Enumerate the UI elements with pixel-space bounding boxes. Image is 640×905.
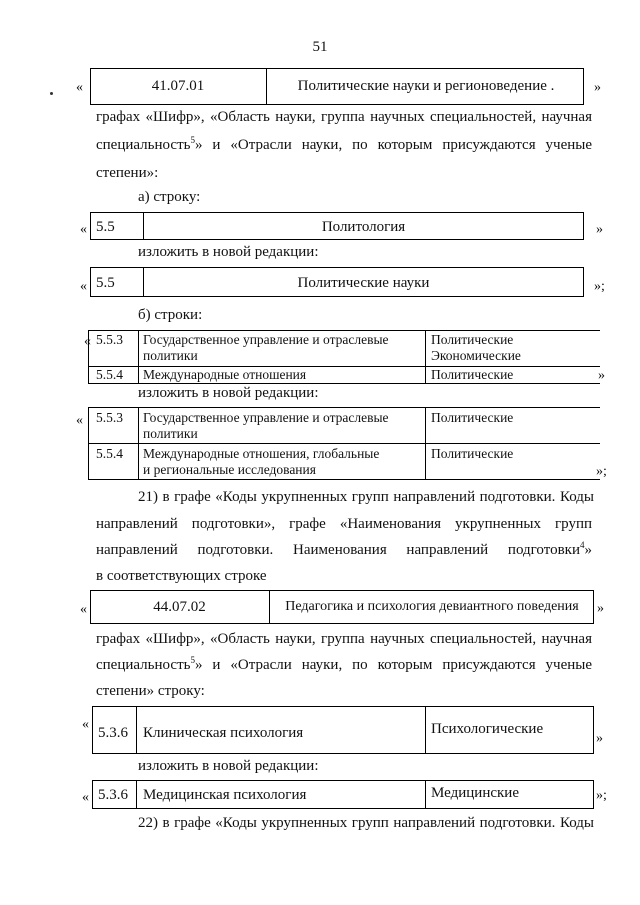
specialty-name: Медицинская психология — [143, 787, 307, 803]
column-divider — [266, 68, 267, 105]
program-name: Политические науки и регионоведение . — [297, 78, 555, 94]
paragraph-line: 21) в графе «Коды укрупненных групп направлений подготовки. Коды — [138, 489, 594, 505]
column-divider — [136, 706, 137, 754]
footnote-ref: 5 — [190, 135, 195, 145]
column-divider — [425, 780, 426, 809]
close-quote: »; — [594, 279, 605, 294]
science-branch: Экономические — [431, 348, 521, 363]
open-quote: « — [76, 80, 83, 95]
science-branch: Психологические — [431, 721, 544, 737]
paragraph-line: степени» строку: — [96, 683, 205, 699]
science-branch: Политические — [431, 410, 514, 425]
footnote-ref: 4 — [580, 540, 585, 550]
close-quote: »; — [596, 464, 607, 479]
redaction-label: изложить в новой редакции: — [138, 244, 319, 260]
specialty-name: Политология — [321, 219, 406, 235]
paragraph-text: » и «Отрасли науки, по которым присуждаются ученые — [194, 657, 592, 673]
paragraph-line: степени»: — [96, 165, 159, 181]
paragraph-line: графах «Шифр», «Область науки, группа научных специальностей, научная — [96, 631, 592, 647]
specialty-name: Политические науки — [297, 275, 430, 291]
open-quote: « — [80, 222, 87, 237]
specialty-code: 5.5 — [96, 219, 115, 235]
column-divider — [269, 590, 270, 624]
science-branch: Политические — [431, 367, 514, 382]
paragraph-line — [96, 135, 592, 153]
specialty-name: и региональные исследования — [143, 462, 316, 477]
paragraph-line: направлений подготовки», графе «Наименования укрупненных групп — [96, 516, 592, 532]
paragraph-text: специальность — [96, 657, 191, 673]
paragraph-text: » — [584, 542, 592, 558]
redaction-label: изложить в новой редакции: — [138, 385, 319, 401]
specialty-code: 5.3.6 — [98, 725, 128, 741]
program-name: Педагогика и психология девиантного поведения — [285, 599, 579, 614]
specialty-name: Международные отношения, глобальные — [143, 446, 380, 461]
column-divider — [138, 407, 139, 480]
specialty-code: 5.3.6 — [98, 787, 128, 803]
paragraph-line: в соответствующих строке — [96, 568, 267, 584]
specialty-name: Государственное управление и отраслевые — [143, 332, 389, 347]
specialty-code: 5.5 — [96, 275, 115, 291]
footnote-ref: 5 — [190, 655, 195, 665]
close-quote: » — [594, 80, 601, 95]
science-branch: Политические — [431, 446, 514, 461]
column-divider — [425, 706, 426, 754]
redaction-label: изложить в новой редакции: — [138, 758, 319, 774]
stray-mark — [50, 92, 53, 95]
close-quote: » — [596, 731, 603, 746]
close-quote: » — [598, 368, 605, 383]
science-branch: Политические — [431, 332, 514, 347]
paragraph-line — [96, 655, 592, 673]
specialty-name: политики — [143, 348, 198, 363]
column-divider — [136, 780, 137, 809]
program-code: 41.07.01 — [151, 78, 205, 94]
paragraph-line — [96, 540, 592, 558]
close-quote: »; — [596, 788, 607, 803]
subitem-b: б) строки: — [138, 307, 203, 323]
specialty-name: Клиническая психология — [143, 725, 304, 741]
specialty-code: 5.5.4 — [96, 367, 123, 382]
column-divider — [138, 330, 139, 384]
subitem-a: а) строку: — [138, 189, 201, 205]
paragraph-text: специальность — [96, 137, 191, 153]
open-quote: « — [82, 717, 89, 732]
paragraph-text: » и «Отрасли науки, по которым присуждаются ученые — [194, 137, 592, 153]
program-code: 44.07.02 — [153, 599, 206, 615]
page-number: 51 — [312, 39, 328, 55]
specialty-name: Международные отношения — [143, 367, 307, 382]
open-quote: « — [80, 279, 87, 294]
open-quote: « — [84, 334, 91, 349]
open-quote: « — [82, 790, 89, 805]
open-quote: « — [76, 413, 83, 428]
specialty-name: Государственное управление и отраслевые — [143, 410, 389, 425]
specialty-code: 5.5.3 — [96, 410, 123, 425]
column-divider — [425, 330, 426, 384]
specialty-code: 5.5.4 — [96, 446, 123, 461]
open-quote: « — [80, 602, 87, 617]
specialty-name: политики — [143, 426, 198, 441]
paragraph-text: направлений подготовки. Наименования направлений подготовки — [96, 542, 580, 558]
close-quote: » — [596, 222, 603, 237]
science-branch: Медицинские — [431, 785, 519, 801]
specialty-code: 5.5.3 — [96, 332, 123, 347]
row-divider — [88, 443, 600, 444]
paragraph-line: 22) в графе «Коды укрупненных групп направлений подготовки. Коды — [138, 815, 594, 831]
column-divider — [425, 407, 426, 480]
close-quote: » — [597, 601, 604, 616]
paragraph-line: графах «Шифр», «Область науки, группа научных специальностей, научная — [96, 109, 592, 125]
